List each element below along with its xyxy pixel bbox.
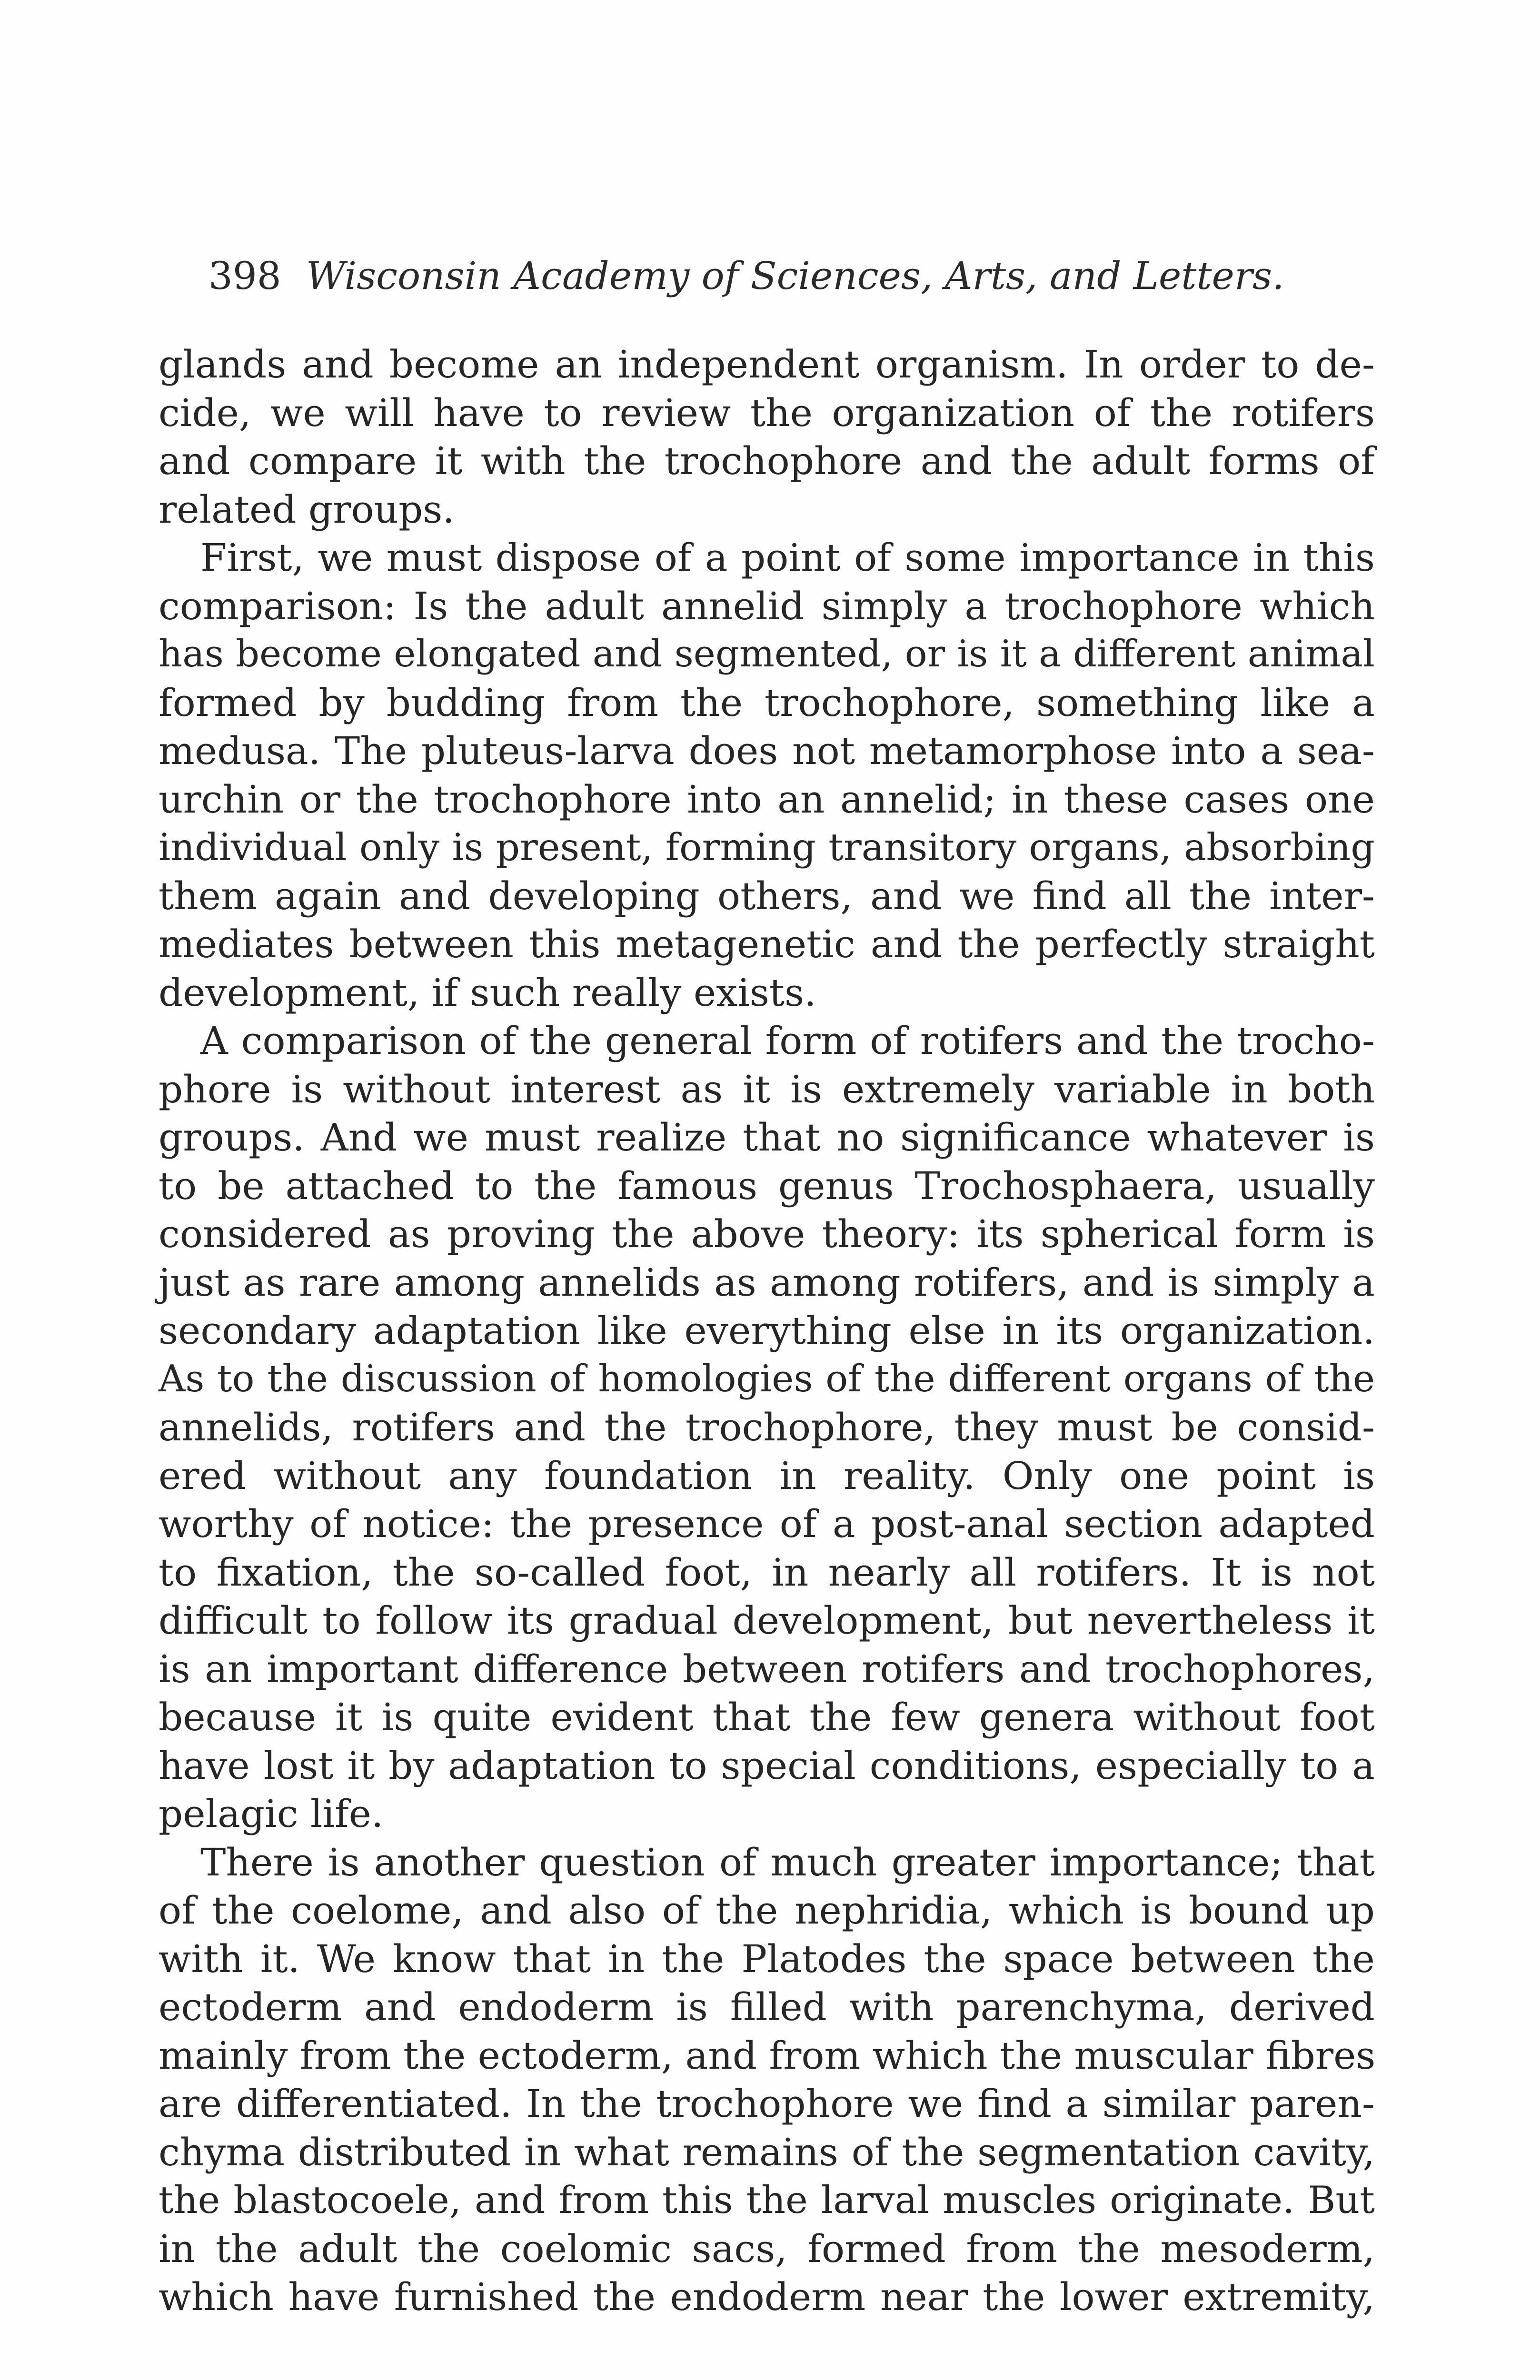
text-line: groups. And we must realize that no significance whatever is: [159, 1115, 1375, 1160]
text-line: phore is without interest as it is extremely variable in both: [159, 1067, 1375, 1111]
text-line: There is another question of much greater importance; that: [200, 1840, 1375, 1884]
text-line: to fixation, the so-called foot, in nearly all rotifers. It is not: [159, 1550, 1375, 1595]
text-line: formed by budding from the trochophore, something like a: [159, 680, 1375, 725]
text-line: pelagic life.: [159, 1792, 384, 1836]
body-text: [159, 340, 1375, 2363]
text-line: medusa. The pluteus-larva does not metamorphose into a sea-: [159, 729, 1375, 773]
text-line: ectoderm and endoderm is filled with parenchyma, derived: [159, 1985, 1375, 2029]
text-line: considered as proving the above theory: its spherical form is: [159, 1212, 1375, 1256]
text-line: First, we must dispose of a point of some importance in this: [200, 536, 1375, 580]
text-line: chyma distributed in what remains of the segmentation cavity,: [159, 2130, 1375, 2174]
paragraph: [159, 534, 1375, 1017]
text-line: to be attached to the famous genus Trochosphaera, usually: [159, 1163, 1375, 1208]
text-line: just as rare among annelids as among rotifers, and is simply a: [159, 1260, 1375, 1305]
text-line: difficult to follow its gradual development, but nevertheless it: [159, 1598, 1375, 1643]
text-line: As to the discussion of homologies of the different organs of the: [159, 1357, 1375, 1400]
text-line: urchin or the trochophore into an annelid; in these cases one: [159, 777, 1375, 822]
text-line: and compare it with the trochophore and the adult forms of: [159, 439, 1375, 483]
text-line: has become elongated and segmented, or is it a different animal: [159, 633, 1375, 675]
text-line: in the adult the coelomic sacs, formed from the mesoderm,: [159, 2226, 1375, 2271]
text-line: individual only is present, forming transitory organs, absorbing: [159, 825, 1375, 869]
text-line: of the coelome, and also of the nephridia, which is bound up: [159, 1888, 1375, 1933]
text-line: them again and developing others, and we find all the inter-: [159, 873, 1375, 918]
text-line: glands and become an independent organism. In order to de-: [159, 342, 1375, 387]
text-line: which have furnished the endoderm near the lower extremity,: [159, 2275, 1375, 2319]
paragraph: [159, 1838, 1375, 2321]
paragraph: [159, 340, 1375, 534]
text-line: mainly from the ectoderm, and from which the muscular fibres: [159, 2033, 1376, 2078]
text-line: related groups.: [159, 487, 455, 532]
text-line: have lost it by adaptation to special conditions, especially to a: [159, 1743, 1375, 1788]
text-line: development, if such really exists.: [159, 970, 816, 1015]
text-line: are differentiated. In the trochophore we find a similar paren-: [159, 2082, 1375, 2126]
text-line: ered without any foundation in reality. Only one point is: [159, 1453, 1375, 1498]
paragraph: [159, 1017, 1375, 1838]
text-line: secondary adaptation like everything else in its organization.: [159, 1309, 1375, 1353]
text-line: annelids, rotifers and the trochophore, they must be consid-: [159, 1405, 1375, 1449]
text-line: worthy of notice: the presence of a post-anal section adapted: [159, 1502, 1375, 1546]
page-number: 398: [209, 254, 281, 298]
text-line: because it is quite evident that the few genera without foot: [159, 1695, 1375, 1739]
text-line: cide, we will have to review the organization of the rotifers: [159, 390, 1375, 435]
text-line: with it. We know that in the Platodes the space between the: [159, 1936, 1375, 1981]
text-line: the blastocoele, and from this the larval muscles originate. But: [159, 2178, 1375, 2222]
text-line: mediates between this metagenetic and the perfectly straight: [159, 922, 1375, 966]
running-head: [209, 240, 1375, 312]
text-line: is an important difference between rotifers and trochophores,: [159, 1646, 1375, 1691]
text-line: A comparison of the general form of rotifers and the trocho-: [200, 1019, 1375, 1063]
text-line: comparison: Is the adult annelid simply a trochophore which: [159, 584, 1375, 628]
journal-title: Wisconsin Academy of Sciences, Arts, and Letters.: [306, 254, 1284, 298]
